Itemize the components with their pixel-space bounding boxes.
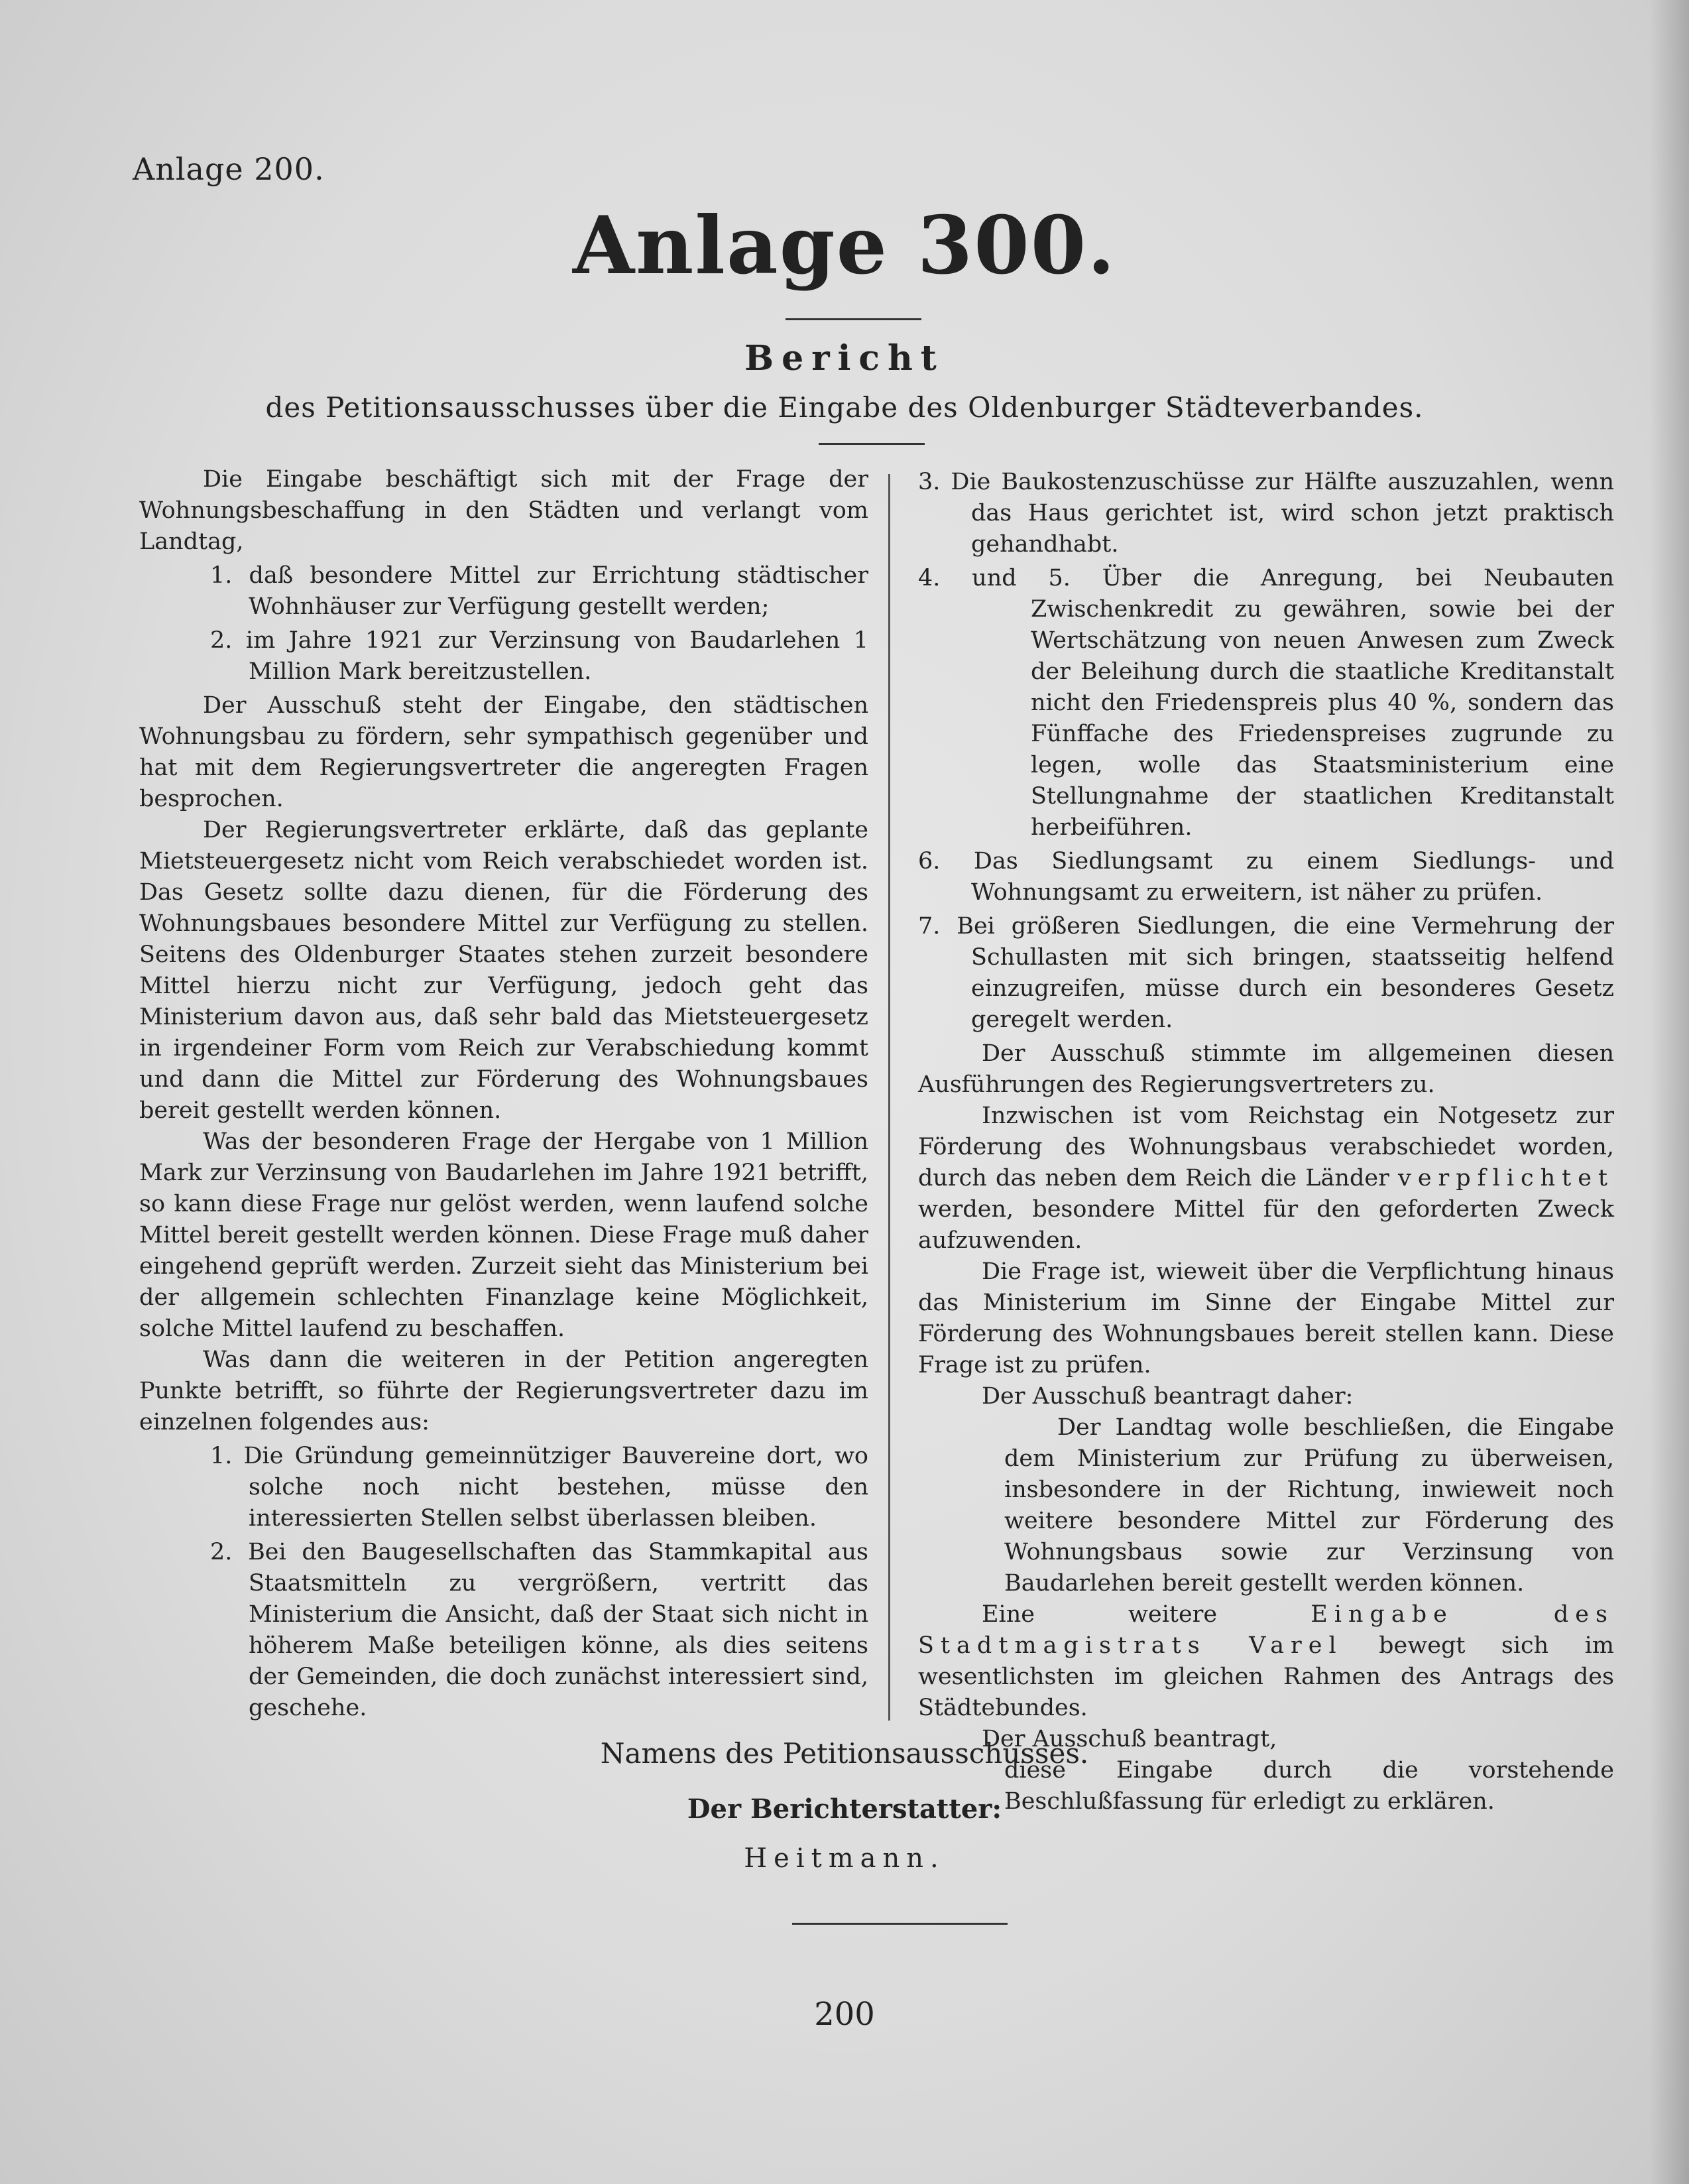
title-rule (786, 318, 921, 320)
subtitle-rule (819, 443, 925, 445)
list-item: 6. Das Siedlungsamt zu einem Siedlungs- und Wohnungsamt zu erweitern, ist näher zu prüfen. (918, 848, 1614, 906)
paragraph-text: werden, besondere Mittel für den geforderten Zweck aufzuwenden. (918, 1196, 1614, 1254)
paragraph: Die Eingabe beschäftigt sich mit der Frage der Wohnungsbeschaffung in den Städten und verlangt vom Landtag, (139, 466, 868, 555)
list-item: 7. Bei größeren Siedlungen, die eine Vermehrung der Schullasten mit sich bringen, staatsseitig helfend einzugreifen, müsse durch ein besonderes Gesetz geregelt werden. (918, 913, 1614, 1033)
paragraph: Der Ausschuß beantragt, (982, 1726, 1277, 1752)
list-item: 3. Die Baukostenzuschüsse zur Hälfte auszuzahlen, wenn das Haus gerichtet ist, wird schon jetzt praktisch gehandhabt. (918, 469, 1614, 558)
list-item: 4. und 5. Über die Anregung, bei Neubauten Zwischenkredit zu gewähren, sowie bei der Wertschätzung von neuen Anwesen zum Zweck der Beleihung durch die staatliche Kreditanstalt nicht den Friedenspreis plus 40 %, sondern das Fünffache des Friedenspreises zugrunde zu legen, wolle das Staatsministerium eine Stellungnahme der staatlichen Kreditanstalt herbeiführen. (918, 565, 1614, 841)
page-number: 200 (814, 1996, 875, 2033)
main-title: Anlage 300. (573, 199, 1116, 292)
list-item: 1. daß besondere Mittel zur Errichtung städtischer Wohnhäuser zur Verfügung gestellt werden; (210, 562, 868, 620)
paragraph-text: bewegt sich im wesentlichsten im gleichen Rahmen des Antrags des Städtebundes. (918, 1632, 1614, 1721)
running-head: Anlage 200. (133, 151, 325, 187)
motion-text: Der Landtag wolle beschließen, die Eingabe dem Ministerium zur Prüfung zu überweisen, insbesondere in der Richtung, inwieweit noch weitere besondere Mittel zur Förderung des Wohnungsbaus sowie zur Verzinsung von Baudarlehen bereit gestellt werden können. (1004, 1414, 1614, 1597)
column-divider (888, 474, 890, 1721)
emphasized-text: Eingabe des Stadtmagistrats Varel (918, 1601, 1614, 1659)
list-item: 1. Die Gründung gemeinnütziger Bauvereine dort, wo solche noch nicht bestehen, müsse den interessierten Stellen selbst überlassen bleiben. (210, 1443, 868, 1532)
list-item: 2. Bei den Baugesellschaften das Stammkapital aus Staatsmitteln zu vergrößern, vertritt das Ministerium die Ansicht, daß der Staat sich nicht in höherem Maße beteiligen könne, als dies seitens der Gemeinden, die doch zunächst interessiert sind, geschehe. (210, 1539, 868, 1721)
signature-role: Der Berichterstatter: (687, 1793, 1002, 1825)
paragraph: Was dann die weiteren in der Petition angeregten Punkte betrifft, so führte der Regierungsvertreter dazu im einzelnen folgendes aus: (139, 1347, 868, 1435)
signature-committee: Namens des Petitionsausschusses. (600, 1737, 1089, 1770)
paragraph (918, 1599, 1614, 1724)
list-item: 2. im Jahre 1921 zur Verzinsung von Baudarlehen 1 Million Mark bereitzustellen. (210, 627, 868, 685)
motion-text: diese Eingabe durch die vorstehende Beschlußfassung für erledigt zu erklären. (1004, 1757, 1614, 1815)
paragraph: Der Ausschuß stimmte im allgemeinen diesen Ausführungen des Regierungsvertreters zu. (918, 1040, 1614, 1098)
right-column (918, 464, 1614, 1817)
report-subtitle: des Petitionsausschusses über die Eingabe des Oldenburger Städteverbandes. (265, 391, 1424, 424)
paragraph-text: Inzwischen ist vom Reichstag ein Notgesetz zur Förderung des Wohnungsbaus verabschiedet worden, durch das neben dem Reich die Länder (918, 1103, 1614, 1191)
paragraph: Der Ausschuß steht der Eingabe, den städtischen Wohnungsbau zu fördern, sehr sympathisch gegenüber und hat mit dem Regierungsvertreter die angeregten Fragen besprochen. (139, 692, 868, 812)
footer-rule (792, 1923, 1008, 1925)
left-column (139, 464, 868, 1727)
paragraph: Die Frage ist, wieweit über die Verpflichtung hinaus das Ministerium im Sinne der Eingabe Mittel zur Förderung des Wohnungsbaues bereit stellen kann. Diese Frage ist zu prüfen. (918, 1258, 1614, 1378)
paragraph-text: Eine weitere (982, 1601, 1218, 1628)
paragraph: Der Ausschuß beantragt daher: (982, 1383, 1354, 1410)
paragraph: Was der besonderen Frage der Hergabe von 1 Million Mark zur Verzinsung von Baudarlehen im Jahre 1921 betrifft, so kann diese Frage nur gelöst werden, wenn laufend solche Mittel bereit gestellt werden können. Diese Frage muß daher eingehend geprüft werden. Zurzeit sieht das Ministerium bei der allgemein schlechten Finanzlage keine Möglichkeit, solche Mittel laufend zu beschaffen. (139, 1128, 868, 1342)
report-title: Bericht (744, 338, 945, 379)
paragraph (918, 1101, 1614, 1256)
signature-name: Heitmann. (744, 1843, 945, 1874)
emphasized-text: verpflichtet (1398, 1165, 1614, 1191)
paragraph: Der Regierungsvertreter erklärte, daß das geplante Mietsteuergesetz nicht vom Reich verabschiedet worden ist. Das Gesetz sollte dazu dienen, für die Förderung des Wohnungsbaues besondere Mittel zur Verfügung zu stellen. Seitens des Oldenburger Staates stehen zurzeit besondere Mittel hierzu nicht zur Verfügung, jedoch geht das Ministerium davon aus, daß sehr bald das Mietsteuergesetz in irgendeiner Form vom Reich zur Verabschiedung kommt und dann die Mittel zur Förderung des Wohnungsbaues bereit gestellt werden können. (139, 817, 868, 1124)
